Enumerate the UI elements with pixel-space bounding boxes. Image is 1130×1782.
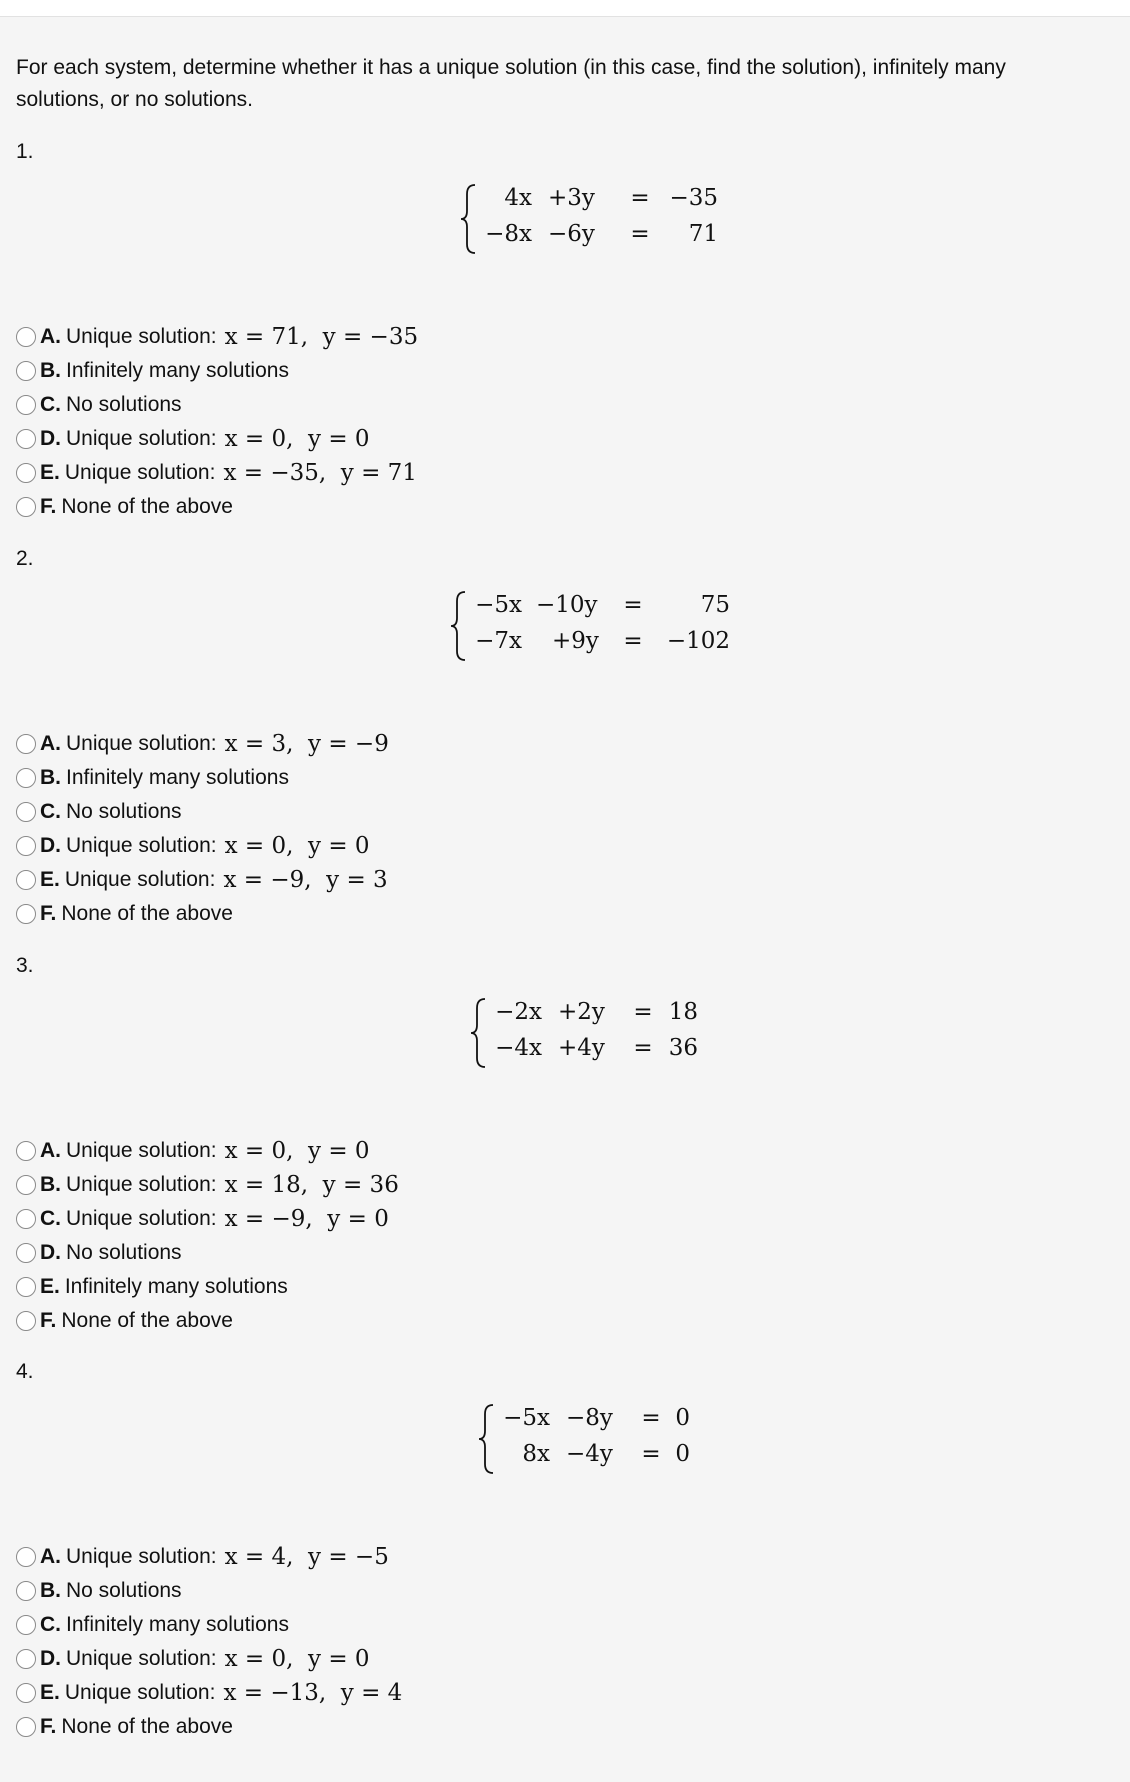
radio-button[interactable] [16, 836, 36, 856]
coefficient-y: −6y [548, 221, 595, 247]
option-f[interactable]: F. None of the above [16, 897, 389, 931]
radio-button[interactable] [16, 1311, 36, 1331]
rhs-value: 36 [668, 1035, 698, 1061]
radio-button[interactable] [16, 768, 36, 788]
coefficient-x: −5x [475, 592, 522, 618]
option-b[interactable]: B. Infinitely many solutions [16, 354, 418, 388]
problem-number: 3. [16, 954, 34, 977]
answer-options [16, 1540, 402, 1744]
rhs-value: 0 [675, 1441, 690, 1467]
option-c[interactable]: C. Infinitely many solutions [16, 1608, 402, 1642]
option-c[interactable]: C. Unique solution: x = −9, y = 0 [16, 1202, 399, 1236]
coefficient-x: −8x [485, 221, 532, 247]
equals-sign: = [623, 592, 643, 618]
option-c[interactable]: C. No solutions [16, 388, 418, 422]
instructions-text: For each system, determine whether it has a unique solution (in this case, find the solution), infinitely many solutions, or no solutions. [16, 56, 1006, 111]
radio-button[interactable] [16, 1717, 36, 1737]
rhs-value: 18 [668, 999, 698, 1025]
option-d[interactable]: D. No solutions [16, 1236, 399, 1270]
radio-button[interactable] [16, 1581, 36, 1601]
radio-button[interactable] [16, 1277, 36, 1297]
radio-button[interactable] [16, 1615, 36, 1635]
equation-system [478, 1402, 718, 1482]
option-f[interactable]: F. None of the above [16, 1710, 402, 1744]
option-a[interactable]: A. Unique solution: x = 0, y = 0 [16, 1134, 399, 1168]
equals-sign: = [633, 1035, 653, 1061]
option-d[interactable]: D. Unique solution: x = 0, y = 0 [16, 422, 418, 456]
radio-button[interactable] [16, 1683, 36, 1703]
problem-number: 4. [16, 1360, 34, 1383]
equation-system [470, 996, 720, 1076]
radio-button[interactable] [16, 1649, 36, 1669]
radio-button[interactable] [16, 1175, 36, 1195]
problem-number: 1. [16, 140, 34, 163]
radio-button[interactable] [16, 870, 36, 890]
radio-button[interactable] [16, 1243, 36, 1263]
equals-sign: = [641, 1405, 661, 1431]
equals-sign: = [633, 999, 653, 1025]
coefficient-x: 8x [522, 1441, 550, 1467]
equals-sign: = [630, 185, 650, 211]
coefficient-y: −10y [536, 592, 598, 618]
rhs-value: 0 [675, 1405, 690, 1431]
equation-system [460, 182, 730, 262]
equals-sign: = [630, 221, 650, 247]
radio-button[interactable] [16, 904, 36, 924]
option-d[interactable]: D. Unique solution: x = 0, y = 0 [16, 829, 389, 863]
option-f[interactable]: F. None of the above [16, 1304, 399, 1338]
coefficient-x: −4x [495, 1035, 542, 1061]
coefficient-x: −7x [475, 628, 522, 654]
rhs-value: −35 [669, 185, 718, 211]
option-a[interactable]: A. Unique solution: x = 3, y = −9 [16, 727, 389, 761]
option-b[interactable]: B. Infinitely many solutions [16, 761, 389, 795]
equation-system [450, 589, 740, 669]
rhs-value: 71 [688, 221, 718, 247]
radio-button[interactable] [16, 497, 36, 517]
option-e[interactable]: E. Unique solution: x = −9, y = 3 [16, 863, 389, 897]
coefficient-y: −8y [566, 1405, 613, 1431]
radio-button[interactable] [16, 1547, 36, 1567]
problem-number: 2. [16, 547, 34, 570]
rhs-value: −102 [666, 628, 730, 654]
equals-sign: = [641, 1441, 661, 1467]
option-d[interactable]: D. Unique solution: x = 0, y = 0 [16, 1642, 402, 1676]
option-e[interactable]: E. Unique solution: x = −13, y = 4 [16, 1676, 402, 1710]
radio-button[interactable] [16, 463, 36, 483]
radio-button[interactable] [16, 734, 36, 754]
answer-options [16, 320, 418, 524]
radio-button[interactable] [16, 361, 36, 381]
coefficient-y: +9y [552, 628, 599, 654]
option-b[interactable]: B. Unique solution: x = 18, y = 36 [16, 1168, 399, 1202]
option-e[interactable]: E. Infinitely many solutions [16, 1270, 399, 1304]
coefficient-y: +2y [558, 999, 605, 1025]
coefficient-y: +3y [548, 185, 595, 211]
coefficient-y: +4y [558, 1035, 605, 1061]
coefficient-x: 4x [504, 185, 532, 211]
option-e[interactable]: E. Unique solution: x = −35, y = 71 [16, 456, 418, 490]
answer-options [16, 727, 389, 931]
coefficient-x: −5x [503, 1405, 550, 1431]
answer-options [16, 1134, 399, 1338]
radio-button[interactable] [16, 802, 36, 822]
option-f[interactable]: F. None of the above [16, 490, 418, 524]
equals-sign: = [623, 628, 643, 654]
rhs-value: 75 [700, 592, 730, 618]
coefficient-y: −4y [566, 1441, 613, 1467]
radio-button[interactable] [16, 429, 36, 449]
option-b[interactable]: B. No solutions [16, 1574, 402, 1608]
coefficient-x: −2x [495, 999, 542, 1025]
option-a[interactable]: A. Unique solution: x = 4, y = −5 [16, 1540, 402, 1574]
option-c[interactable]: C. No solutions [16, 795, 389, 829]
radio-button[interactable] [16, 327, 36, 347]
option-a[interactable]: A. Unique solution: x = 71, y = −35 [16, 320, 418, 354]
radio-button[interactable] [16, 395, 36, 415]
radio-button[interactable] [16, 1209, 36, 1229]
radio-button[interactable] [16, 1141, 36, 1161]
